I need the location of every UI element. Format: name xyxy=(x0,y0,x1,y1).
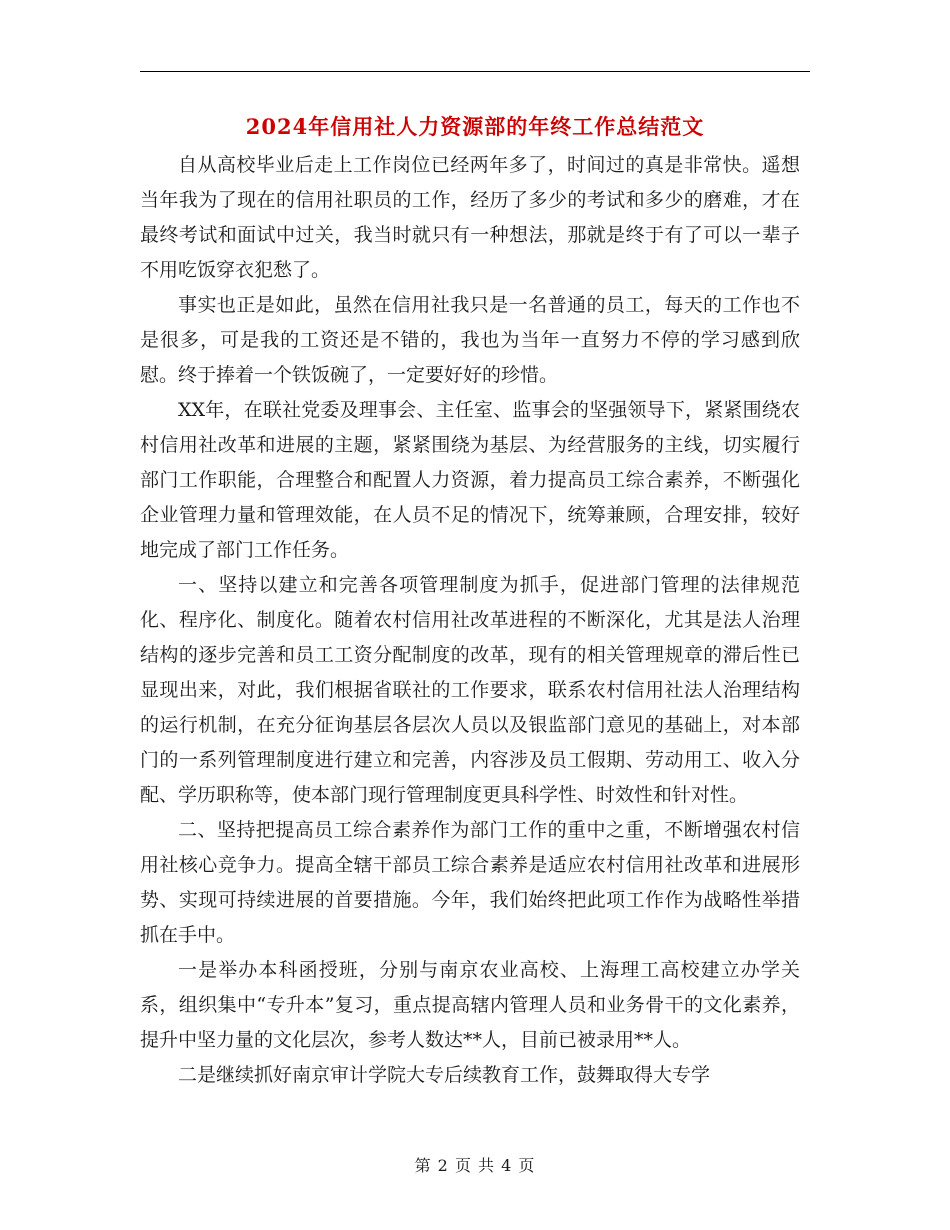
header-rule xyxy=(140,71,810,72)
page-number: 第 2 页 共 4 页 xyxy=(414,1156,536,1175)
paragraph-intro: 自从高校毕业后走上工作岗位已经两年多了，时间过的真是非常快。遥想当年我为了现在的信用社职员的工作，经历了多少的考试和多少的磨难，才在最终考试和面试中过关，我当时就只有一种想法，那就是终于有了可以一辈子不用吃饭穿衣犯愁了。 xyxy=(140,154,800,281)
paragraph-item-two: 二是继续抓好南京审计学院大专后续教育工作，鼓舞取得大专学 xyxy=(178,1064,711,1086)
paragraph-section-one: 一、坚持以建立和完善各项管理制度为抓手，促进部门管理的法律规范化、程序化、制度化。随着农村信用社改革进程的不断深化，尤其是法人治理结构的逐步完善和员工工资分配制度的改革，现有的相关管理规章的滞后性已显现出来，对此，我们根据省联社的工作要求，联系农村信用社法人治理结构的运行机制，在充分征询基层各层次人员以及银监部门意见的基础上，对本部门的一系列管理制度进行建立和完善，内容涉及员工假期、劳动用工、收入分配、学历职称等，使本部门现行管理制度更具科学性、时效性和针对性。 xyxy=(140,574,800,806)
paragraph-year-overview: XX年，在联社党委及理事会、主任室、监事会的坚强领导下，紧紧围绕农村信用社改革和进展的主题，紧紧围绕为基层、为经营服务的主线，切实履行部门工作职能，合理整合和配置人力资源，着力提高员工综合素养，不断强化企业管理力量和管理效能，在人员不足的情况下，统筹兼顾，合理安排，较好地完成了部门工作任务。 xyxy=(140,399,800,561)
document-body xyxy=(140,148,800,1093)
paragraph-section-two: 二、坚持把提高员工综合素养作为部门工作的重中之重，不断增强农村信用社核心竞争力。提高全辖干部员工综合素养是适应农村信用社改革和进展形势、实现可持续进展的首要措施。今年，我们始终把此项工作作为战略性举措抓在手中。 xyxy=(140,819,800,946)
paragraph-item-one: 一是举办本科函授班，分别与南京农业高校、上海理工高校建立办学关系，组织集中“专升本”复习，重点提高辖内管理人员和业务骨干的文化素养，提升中坚力量的文化层次，参考人数达**人，目前已被录用**人。 xyxy=(140,959,800,1051)
paragraph-reflection: 事实也正是如此，虽然在信用社我只是一名普通的员工，每天的工作也不是很多，可是我的工资还是不错的，我也为当年一直努力不停的学习感到欣慰。终于捧着一个铁饭碗了，一定要好好的珍惜。 xyxy=(140,294,800,386)
document-title: 2024年信用社人力资源部的年终工作总结范文 xyxy=(245,114,705,139)
